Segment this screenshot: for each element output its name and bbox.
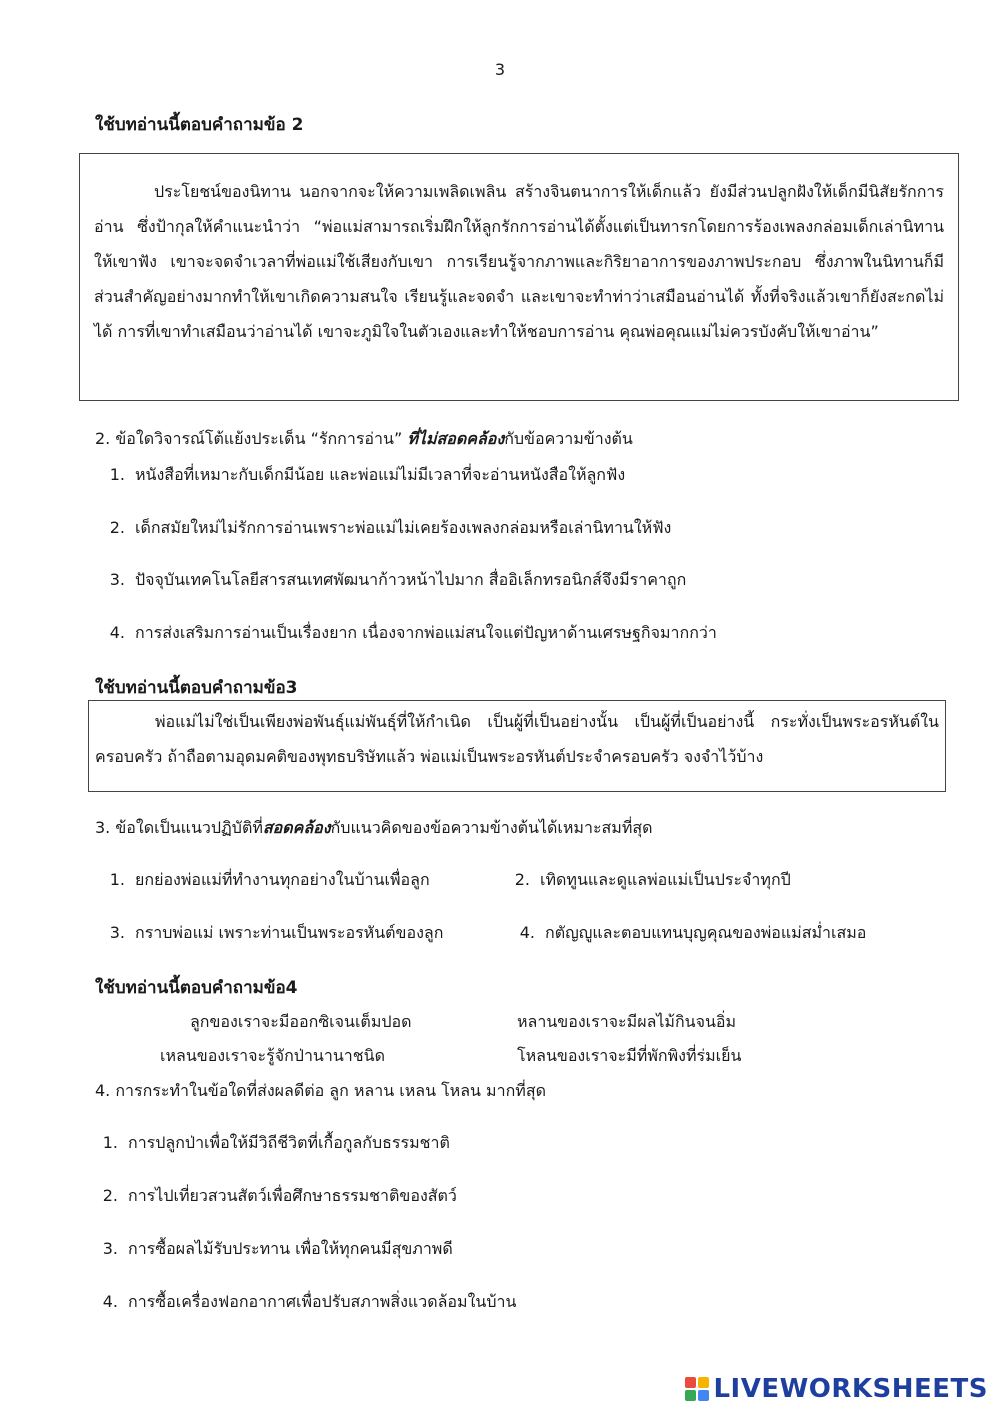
q3-option-3[interactable] — [95, 921, 443, 946]
q4-option-2[interactable] — [88, 1184, 457, 1209]
option-number: 1. — [102, 1133, 118, 1152]
poem-line-2: หลานของเราจะมีผลไม้กินจนอิ่ม — [517, 1012, 737, 1031]
poem-line-3: เหลนของเราจะรู้จักป่านานาชนิด — [160, 1046, 385, 1065]
q2-option-1[interactable] — [95, 463, 625, 488]
q4-option-3[interactable] — [88, 1237, 453, 1262]
question-2-emphasis: ที่ไม่สอดคล้อง — [407, 429, 505, 448]
option-text: กราบพ่อแม่ เพราะท่านเป็นพระอรหันต์ของลูก — [135, 923, 444, 942]
section2-passage-box — [79, 153, 959, 401]
question-3-post: กับแนวคิดของข้อความข้างต้นได้เหมาะสมที่สุด — [330, 818, 653, 837]
q2-option-4[interactable] — [95, 621, 717, 646]
q2-option-3[interactable] — [95, 568, 686, 593]
section2-passage-text: ประโยชน์ของนิทาน นอกจากจะให้ความเพลิดเพลิน สร้างจินตนาการให้เด็กแล้ว ยังมีส่วนปลูกฝังให้เด็กมีนิสัยรักการอ่าน ซึ่งป้ากุลให้คำแนะนำว่า “พ่อแม่สามารถเริ่มฝึกให้ลูกรักการอ่านได้ตั้งแต่เป็นทารกโดยการร้องเพลงกล่อมเด็กเล่านิทานให้เขาฟัง เขาจะจดจำเวลาที่พ่อแม่ใช้เสียงกับเขา การเรียนรู้จากภาพและกิริยาอาการของภาพประกอบ ซึ่งภาพในนิทานก็มีส่วนสำคัญอย่างมากทำให้เขาเกิดความสนใจ เรียนรู้และจดจำ และเขาจะทำท่าว่าเสมือนอ่านได้ ทั้งที่จริงแล้วเขาก็ยังสะกดไม่ได้ การที่เขาทำเสมือนว่าอ่านได้ เขาจะภูมิใจในตัวเองและทำให้ชอบการอ่าน คุณพ่อคุณแม่ไม่ควรบังคับให้เขาอ่าน” — [94, 182, 944, 341]
option-text: หนังสือที่เหมาะกับเด็กมีน้อย และพ่อแม่ไม่มีเวลาที่จะอ่านหนังสือให้ลูกฟัง — [135, 465, 626, 484]
section3-passage-text: พ่อแม่ไม่ใช่เป็นเพียงพ่อพันธุ์แม่พันธุ์ที่ให้กำเนิด เป็นผู้ที่เป็นอย่างนั้น เป็นผู้ที่เป็นอย่างนี้ กระทั่งเป็นพระอรหันต์ในครอบครัว ถ้าถือตามอุดมคติของพุทธบริษัทแล้ว พ่อแม่เป็นพระอรหันต์ประจำครอบครัว จงจำไว้บ้าง — [95, 712, 939, 766]
option-text: ปัจจุบันเทคโนโลยีสารสนเทศพัฒนาก้าวหน้าไปมาก สื่ออิเล็กทรอนิกส์จึงมีราคาถูก — [135, 570, 687, 589]
section3-passage-box — [88, 700, 946, 792]
option-text: เทิดทูนและดูแลพ่อแม่เป็นประจำทุกปี — [540, 870, 791, 889]
option-text: เด็กสมัยใหม่ไม่รักการอ่านเพราะพ่อแม่ไม่เคยร้องเพลงกล่อมหรือเล่านิทานให้ฟัง — [135, 518, 672, 537]
option-number: 4. — [519, 923, 535, 942]
option-number: 2. — [102, 1186, 118, 1205]
section2-heading: ใช้บทอ่านนี้ตอบคำถามข้อ 2 — [95, 115, 304, 135]
liveworksheets-logo[interactable] — [685, 1374, 988, 1404]
option-number: 1. — [109, 870, 125, 889]
question-3 — [95, 816, 653, 841]
question-2-pre: 2. ข้อใดวิจารณ์โต้แย้งประเด็น “รักการอ่าน” — [95, 429, 408, 448]
q4-option-1[interactable] — [88, 1131, 450, 1156]
question-2 — [95, 427, 633, 452]
section3-passage — [89, 701, 945, 774]
section3-heading: ใช้บทอ่านนี้ตอบคำถามข้อ3 — [95, 678, 298, 698]
option-number: 2. — [514, 870, 530, 889]
question-2-post: กับข้อความข้างต้น — [504, 429, 633, 448]
poem-line-4: โหลนของเราจะมีที่พักพิงที่ร่มเย็น — [517, 1046, 742, 1065]
option-number: 3. — [109, 923, 125, 942]
q3-option-4[interactable] — [505, 921, 866, 946]
q4-option-4[interactable] — [88, 1290, 516, 1315]
option-number: 3. — [102, 1239, 118, 1258]
question-3-pre: 3. ข้อใดเป็นแนวปฏิบัติที่ — [95, 818, 263, 837]
option-number: 4. — [109, 623, 125, 642]
option-text: กตัญญูและตอบแทนบุญคุณของพ่อแม่สม่ำเสมอ — [545, 923, 867, 942]
q2-option-2[interactable] — [95, 516, 671, 541]
option-text: การซื้อเครื่องฟอกอากาศเพื่อปรับสภาพสิ่งแวดล้อมในบ้าน — [128, 1292, 517, 1311]
option-text: ยกย่องพ่อแม่ที่ทำงานทุกอย่างในบ้านเพื่อลูก — [135, 870, 430, 889]
option-text: การส่งเสริมการอ่านเป็นเรื่องยาก เนื่องจากพ่อแม่สนใจแต่ปัญหาด้านเศรษฐกิจมากกว่า — [135, 623, 717, 642]
section4-heading: ใช้บทอ่านนี้ตอบคำถามข้อ4 — [95, 978, 298, 998]
q3-option-2[interactable] — [500, 868, 791, 893]
question-4: 4. การกระทำในข้อใดที่ส่งผลดีต่อ ลูก หลาน เหลน โหลน มากที่สุด — [95, 1081, 546, 1100]
option-text: การซื้อผลไม้รับประทาน เพื่อให้ทุกคนมีสุขภาพดี — [128, 1239, 453, 1258]
option-number: 4. — [102, 1292, 118, 1311]
page-number: 3 — [494, 60, 506, 79]
liveworksheets-logo-icon — [685, 1377, 709, 1401]
section2-passage — [80, 154, 958, 349]
option-text: การไปเที่ยวสวนสัตว์เพื่อศึกษาธรรมชาติของสัตว์ — [128, 1186, 457, 1205]
poem-line-1: ลูกของเราจะมีออกซิเจนเต็มปอด — [190, 1012, 412, 1031]
option-number: 1. — [109, 465, 125, 484]
option-number: 3. — [109, 570, 125, 589]
question-3-emphasis: สอดคล้อง — [262, 818, 331, 837]
option-text: การปลูกป่าเพื่อให้มีวิถีชีวิตที่เกื้อกูลกับธรรมชาติ — [128, 1133, 450, 1152]
option-number: 2. — [109, 518, 125, 537]
logo-text: LIVEWORKSHEETS — [713, 1374, 988, 1404]
q3-option-1[interactable] — [95, 868, 430, 893]
